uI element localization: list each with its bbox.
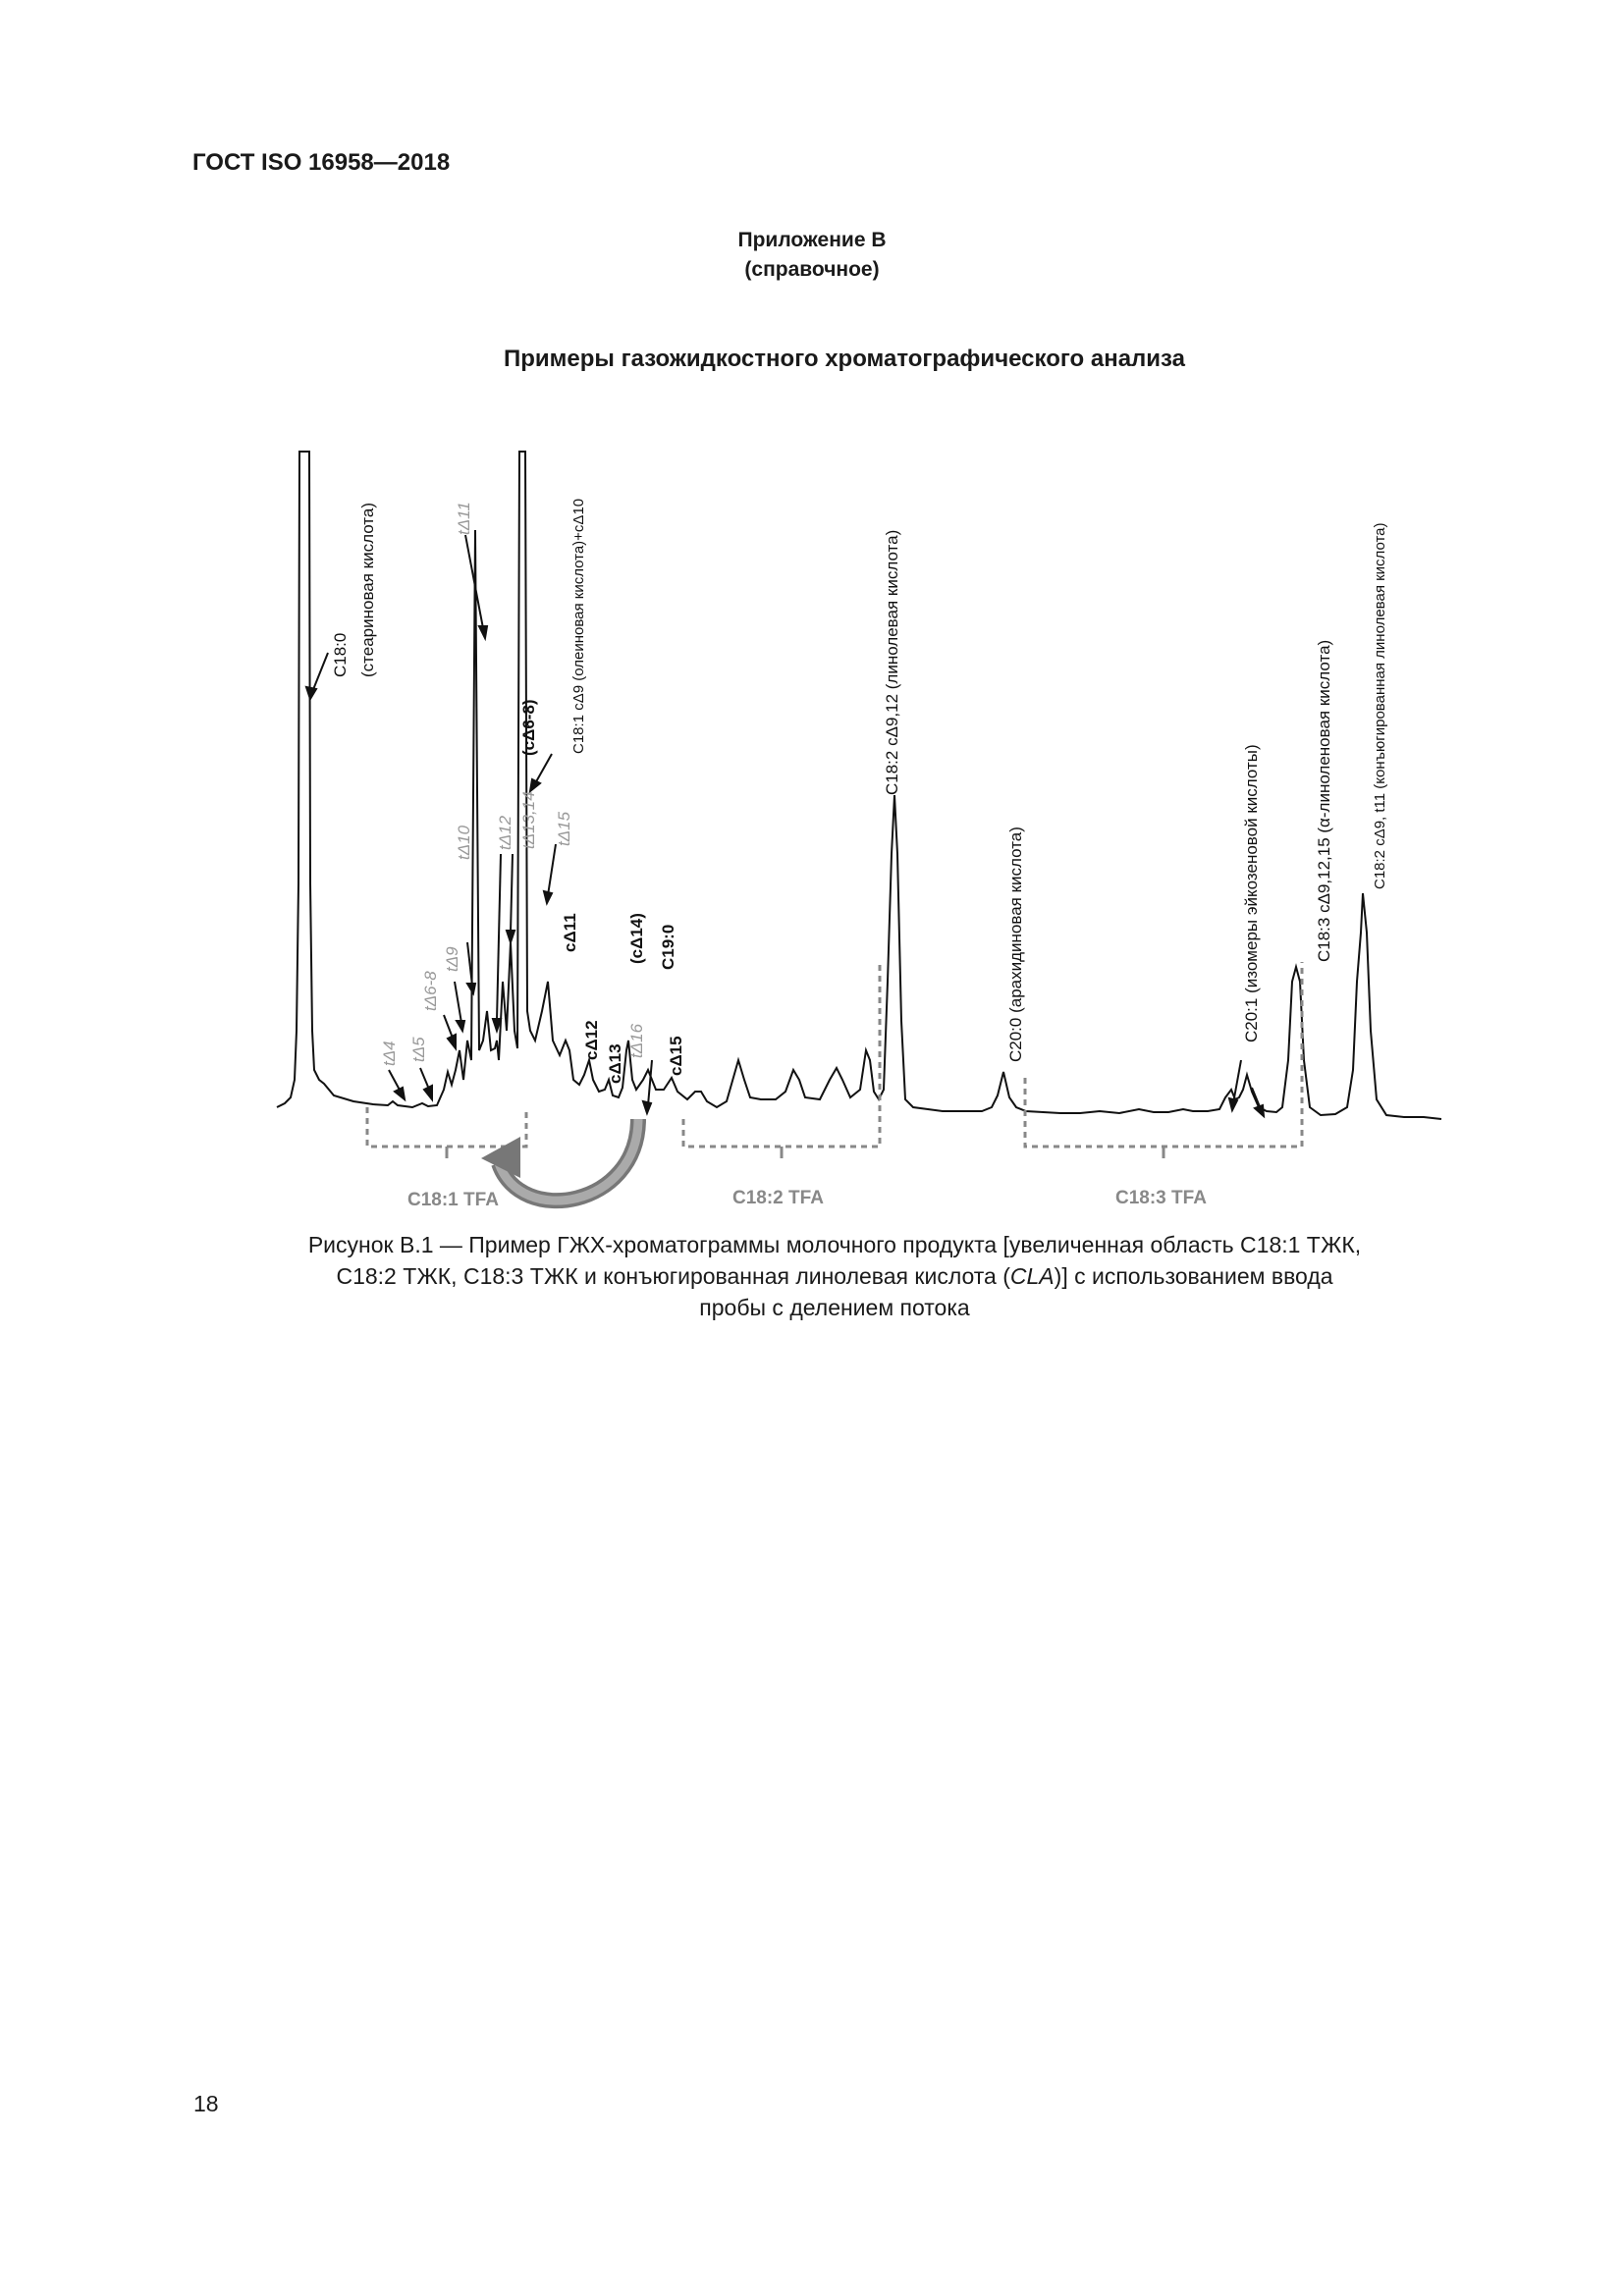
appendix-subtitle: (справочное): [744, 258, 880, 281]
label-td4: tΔ4: [380, 1041, 399, 1066]
label-c190: C19:0: [659, 924, 677, 970]
label-c183: C18:3 cΔ9,12,15 (α-линоленовая кислота): [1315, 639, 1333, 962]
region-label-c183: C18:3 TFA: [1115, 1188, 1207, 1208]
peak-labels: [331, 499, 1388, 1084]
zoom-arrow-icon: [481, 1119, 638, 1201]
label-cd13: cΔ13: [606, 1043, 624, 1084]
label-cd68: (cΔ6-8): [519, 699, 538, 756]
caption-cla-abbrev: CLA: [1009, 1263, 1055, 1289]
caption-line-2-end: )] с использованием ввода: [1054, 1263, 1333, 1289]
label-td9: tΔ9: [443, 946, 461, 972]
chromatogram-trace: [277, 452, 1441, 1119]
label-td1314: tΔ13,14: [519, 791, 538, 849]
region-brackets: [367, 962, 1302, 1147]
label-td5: tΔ5: [409, 1037, 428, 1062]
caption-line-2: [265, 1260, 1404, 1292]
region-label-c182: C18:2 TFA: [732, 1188, 824, 1208]
label-cla: C18:2 cΔ9, t11 (конъюгированная линолевая кислота): [1372, 522, 1388, 889]
label-td16: tΔ16: [627, 1023, 646, 1058]
region-bracket-ticks: [447, 1147, 1164, 1158]
label-c201: C20:1 (изомеры эйкозеновой кислоты): [1242, 744, 1261, 1042]
label-cd11: cΔ11: [561, 913, 579, 952]
figure-caption: [265, 1229, 1404, 1323]
label-c200: C20:0 (арахидиновая кислота): [1006, 827, 1025, 1062]
label-td10: tΔ10: [455, 825, 473, 860]
label-c182: C18:2 cΔ9,12 (линолевая кислота): [883, 529, 901, 795]
label-cd14: (cΔ14): [627, 913, 646, 964]
page-number: 18: [193, 2091, 219, 2116]
caption-line-2-start: С18:2 ТЖК, С18:3 ТЖК и конъюгированная линолевая кислота (: [336, 1263, 1010, 1289]
label-cd15: cΔ15: [667, 1036, 685, 1076]
peak-pointer-arrows: [306, 535, 1264, 1116]
label-c180-name: (стеариновая кислота): [358, 502, 377, 677]
label-cd12: cΔ12: [582, 1020, 601, 1060]
region-label-c181: C18:1 TFA: [407, 1190, 499, 1210]
label-c181: C18:1 cΔ9 (олеиновая кислота)+cΔ10: [570, 498, 587, 754]
caption-line-1: Рисунок В.1 — Пример ГЖХ-хроматограммы молочного продукта [увеличенная область С18:1 ТЖК,: [307, 1232, 1362, 1257]
label-td11: tΔ11: [455, 502, 473, 535]
label-c180: C18:0: [331, 632, 350, 677]
label-td68: tΔ6-8: [421, 971, 440, 1011]
label-td12: tΔ12: [496, 815, 514, 850]
document-code: ГОСТ ISO 16958—2018: [192, 149, 451, 176]
section-title: Примеры газожидкостного хроматографического анализа: [503, 346, 1186, 372]
appendix-title: Приложение В: [737, 229, 887, 251]
c181-tfa-bracket: [367, 1107, 526, 1147]
label-td15: tΔ15: [555, 811, 573, 846]
caption-line-3: пробы с делением потока: [699, 1295, 970, 1320]
c182-tfa-bracket: [683, 962, 880, 1147]
